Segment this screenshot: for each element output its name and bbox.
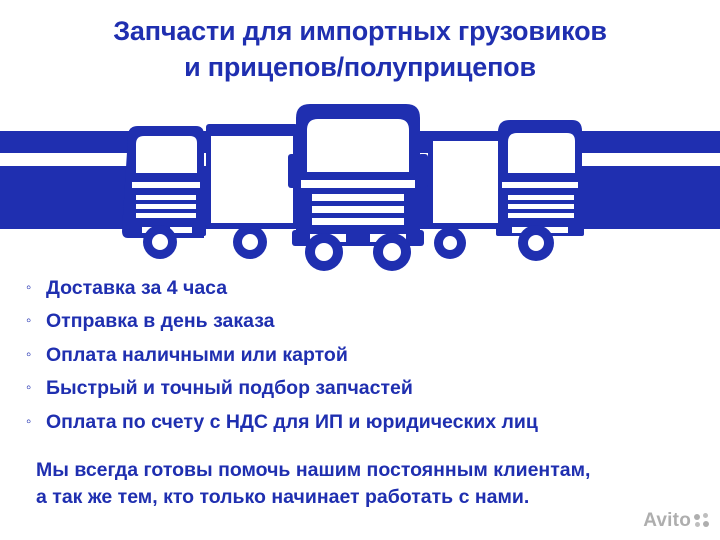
list-item (26, 412, 706, 433)
truck-right-cab (428, 120, 584, 261)
page-title-line-1: Запчасти для импортных грузовиков (113, 16, 607, 46)
page-title (0, 14, 720, 85)
bullet-marker-icon: ◦ (26, 279, 32, 296)
bullet-marker-icon: ◦ (26, 312, 32, 330)
list-item (26, 378, 706, 399)
list-item-label: Оплата по счету с НДС для ИП и юридических лиц (46, 410, 538, 433)
list-item (26, 345, 706, 366)
list-item-label: Быстрый и точный подбор запчастей (46, 377, 413, 400)
list-item-label: Оплата наличными или картой (46, 343, 348, 366)
footer-note (36, 457, 696, 511)
list-item (26, 278, 706, 299)
benefits-list (26, 278, 706, 445)
bullet-marker-icon: ◦ (26, 412, 32, 430)
truck-center-cab (288, 104, 428, 271)
page-title-line-2: и прицепов/полуприцепов (184, 51, 536, 82)
footer-note-line-2: а так же тем, кто только начинает работать с нами. (36, 485, 530, 508)
list-item-label: Отправка в день заказа (46, 310, 275, 333)
avito-dots-logo-icon (694, 513, 710, 529)
bullet-marker-icon: ◦ (26, 345, 32, 363)
list-item (26, 311, 706, 332)
three-trucks-illustration (98, 96, 618, 276)
truck-left-box (122, 124, 298, 259)
avito-watermark (643, 510, 710, 532)
footer-note-line-1: Мы всегда готовы помочь нашим постоянным клиентам, (36, 459, 591, 481)
list-item-label: Доставка за 4 часа (46, 277, 228, 299)
bullet-marker-icon: ◦ (26, 379, 32, 397)
avito-watermark-label: Avito (643, 510, 691, 531)
